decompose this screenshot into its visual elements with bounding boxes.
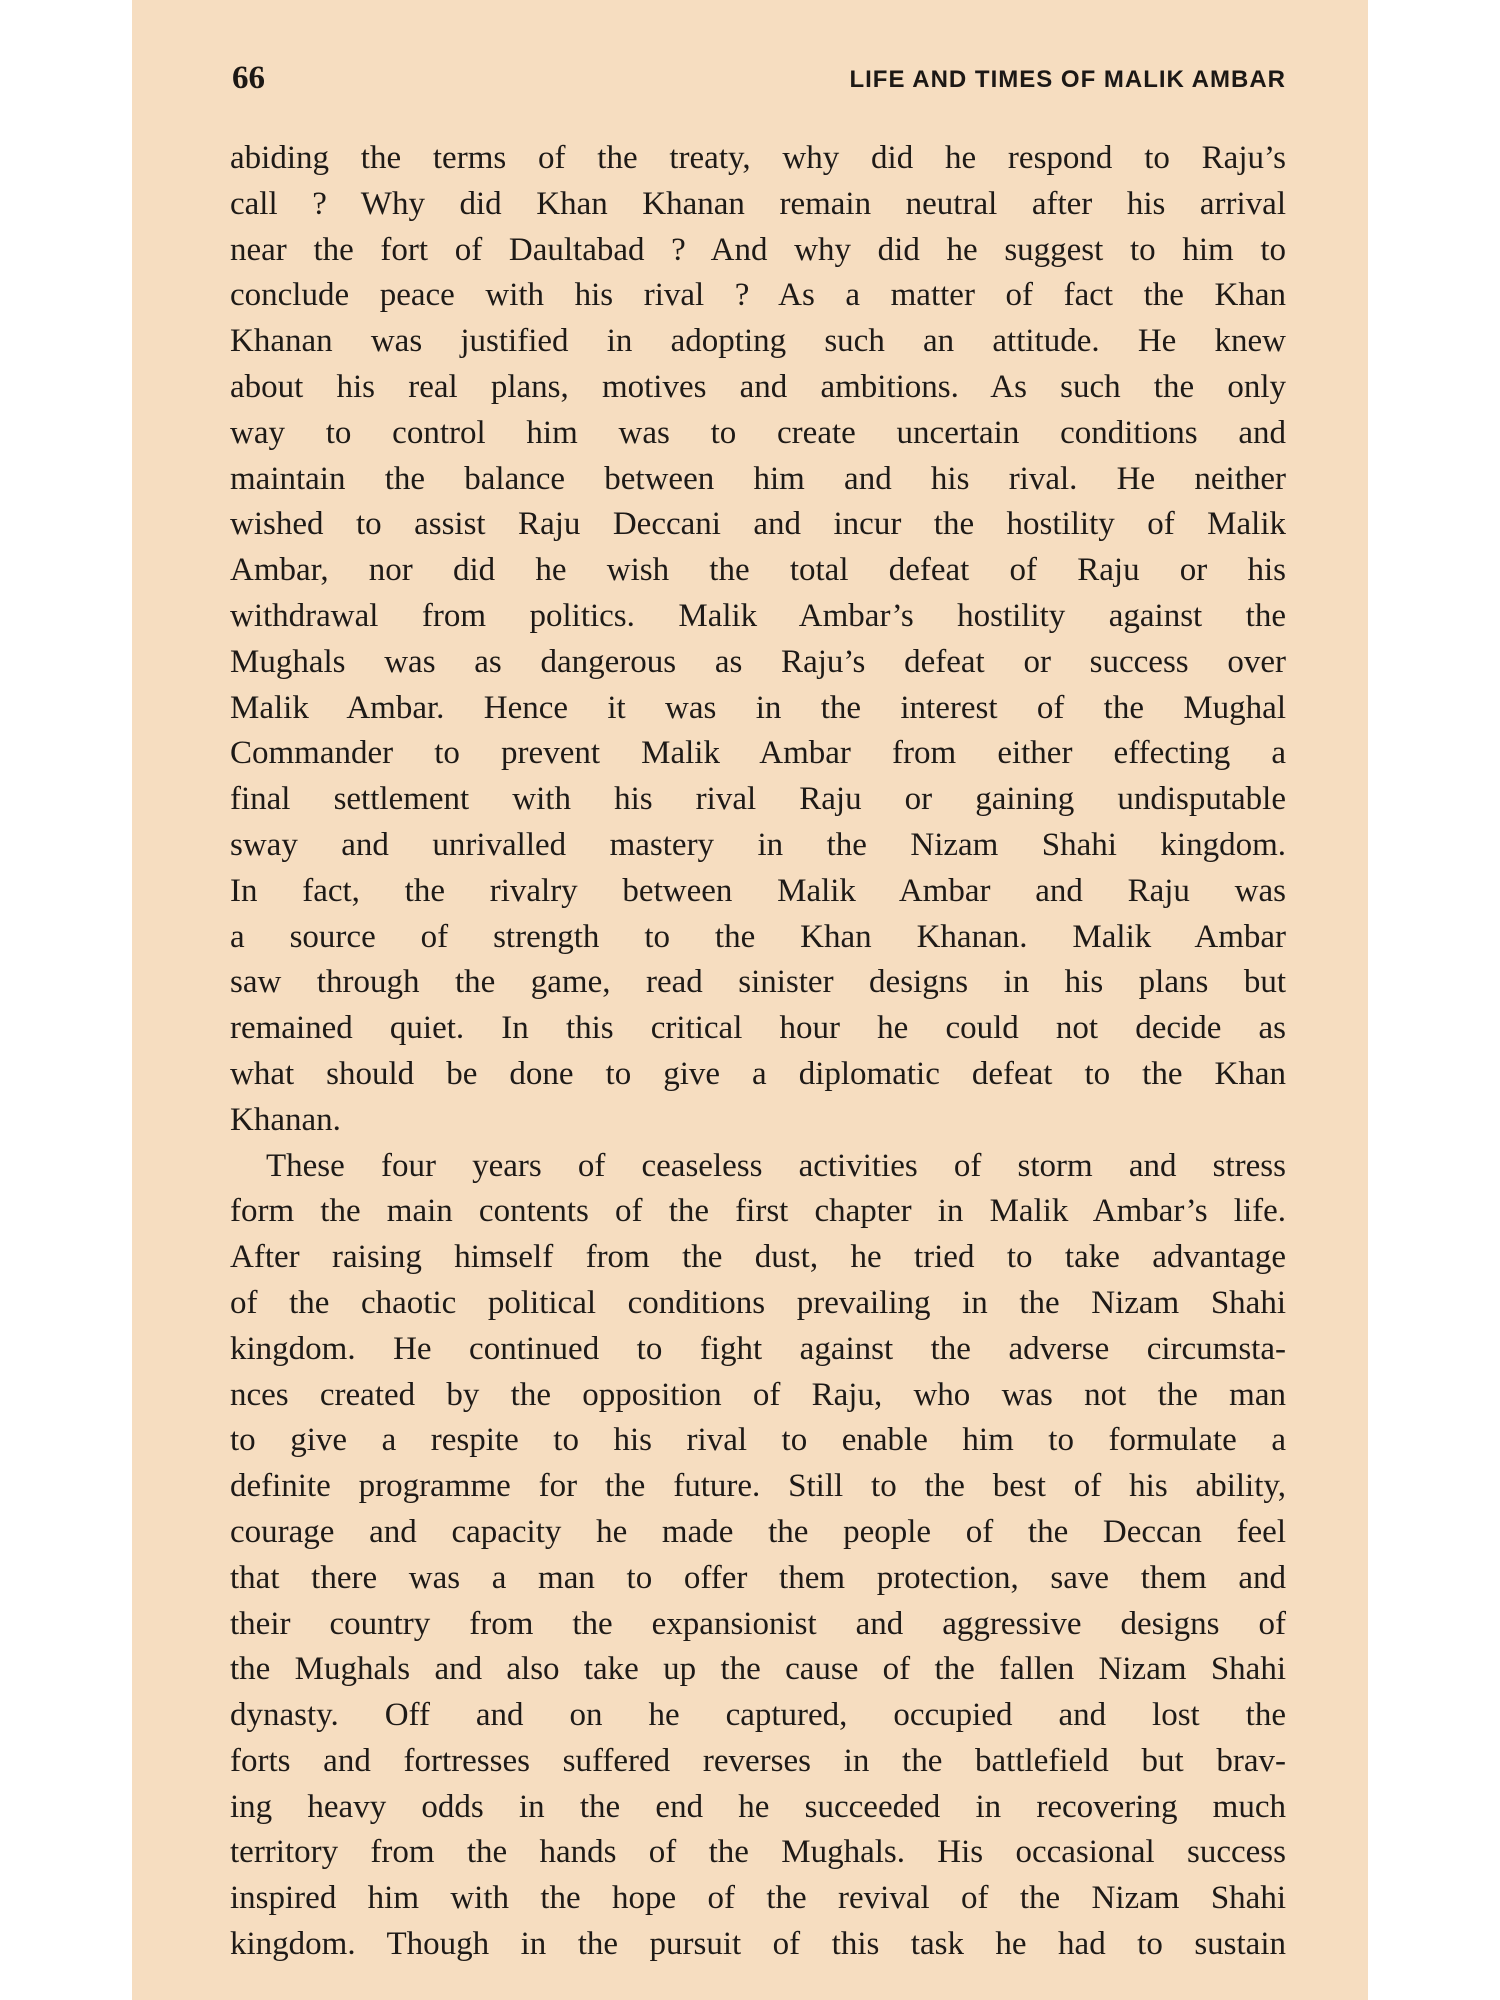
text-line: Khanan.	[230, 1101, 341, 1138]
text-line: Khanan was justified in adopting such an attitude. He knew	[230, 323, 1286, 360]
book-page	[132, 0, 1368, 2000]
text-line: definite programme for the future. Still to the best of his ability,	[230, 1468, 1286, 1505]
text-line: Malik Ambar. Hence it was in the interest of the Mughal	[230, 689, 1286, 726]
text-line: a source of strength to the Khan Khanan. Malik Ambar	[230, 918, 1286, 955]
text-line: near the fort of Daultabad ? And why did he suggest to him to	[230, 231, 1286, 268]
body-text	[230, 136, 1286, 1968]
text-line: maintain the balance between him and his rival. He neither	[230, 460, 1286, 497]
text-line: to give a respite to his rival to enable him to formulate a	[230, 1422, 1286, 1459]
paragraph-1	[230, 136, 1286, 1144]
text-line: Ambar, nor did he wish the total defeat of Raju or his	[230, 552, 1286, 589]
text-line: kingdom. Though in the pursuit of this task he had to sustain	[230, 1926, 1286, 1963]
text-line: wished to assist Raju Deccani and incur the hostility of Malik	[230, 506, 1286, 543]
text-line: dynasty. Off and on he captured, occupied and lost the	[230, 1697, 1286, 1734]
text-line: territory from the hands of the Mughals. His occasional success	[230, 1834, 1286, 1871]
text-line: way to control him was to create uncertain conditions and	[230, 414, 1286, 451]
text-line: ing heavy odds in the end he succeeded in recovering much	[230, 1788, 1286, 1825]
text-line: the Mughals and also take up the cause of the fallen Nizam Shahi	[230, 1651, 1286, 1688]
text-line: about his real plans, motives and ambitions. As such the only	[230, 368, 1286, 405]
text-line: final settlement with his rival Raju or gaining undisputable	[230, 781, 1286, 818]
text-line: conclude peace with his rival ? As a matter of fact the Khan	[230, 277, 1286, 314]
running-head: LIFE AND TIMES OF MALIK AMBAR	[849, 66, 1286, 93]
text-line: that there was a man to offer them protection, save them and	[230, 1559, 1286, 1596]
text-line: remained quiet. In this critical hour he could not decide as	[230, 1010, 1286, 1047]
text-line: what should be done to give a diplomatic defeat to the Khan	[230, 1055, 1286, 1092]
text-line: withdrawal from politics. Malik Ambar’s hostility against the	[230, 597, 1286, 634]
text-line: Commander to prevent Malik Ambar from either effecting a	[230, 735, 1286, 772]
text-line: sway and unrivalled mastery in the Nizam Shahi kingdom.	[230, 826, 1286, 863]
text-line: abiding the terms of the treaty, why did he respond to Raju’s	[230, 140, 1286, 176]
paragraph-2	[230, 1144, 1286, 1968]
text-line: call ? Why did Khan Khanan remain neutral after his arrival	[230, 185, 1286, 222]
text-line: courage and capacity he made the people of the Deccan feel	[230, 1513, 1286, 1550]
page-header	[232, 60, 1286, 104]
text-line: saw through the game, read sinister designs in his plans but	[230, 964, 1286, 1001]
text-line: After raising himself from the dust, he tried to take advantage	[230, 1239, 1286, 1276]
text-line: inspired him with the hope of the revival of the Nizam Shahi	[230, 1880, 1286, 1917]
text-line: Mughals was as dangerous as Raju’s defeat or success over	[230, 643, 1286, 680]
text-line: form the main contents of the first chapter in Malik Ambar’s life.	[230, 1193, 1286, 1230]
text-line: their country from the expansionist and aggressive designs of	[230, 1605, 1286, 1642]
text-line: In fact, the rivalry between Malik Ambar and Raju was	[230, 872, 1286, 909]
text-line: of the chaotic political conditions prevailing in the Nizam Shahi	[230, 1284, 1286, 1321]
text-line: nces created by the opposition of Raju, who was not the man	[230, 1376, 1286, 1413]
text-line: forts and fortresses suffered reverses in the battlefield but brav-	[230, 1742, 1286, 1779]
text-line: kingdom. He continued to fight against the adverse circumsta-	[230, 1330, 1286, 1367]
page-number: 66	[232, 60, 265, 96]
text-line: These four years of ceaseless activities of storm and stress	[266, 1147, 1286, 1184]
